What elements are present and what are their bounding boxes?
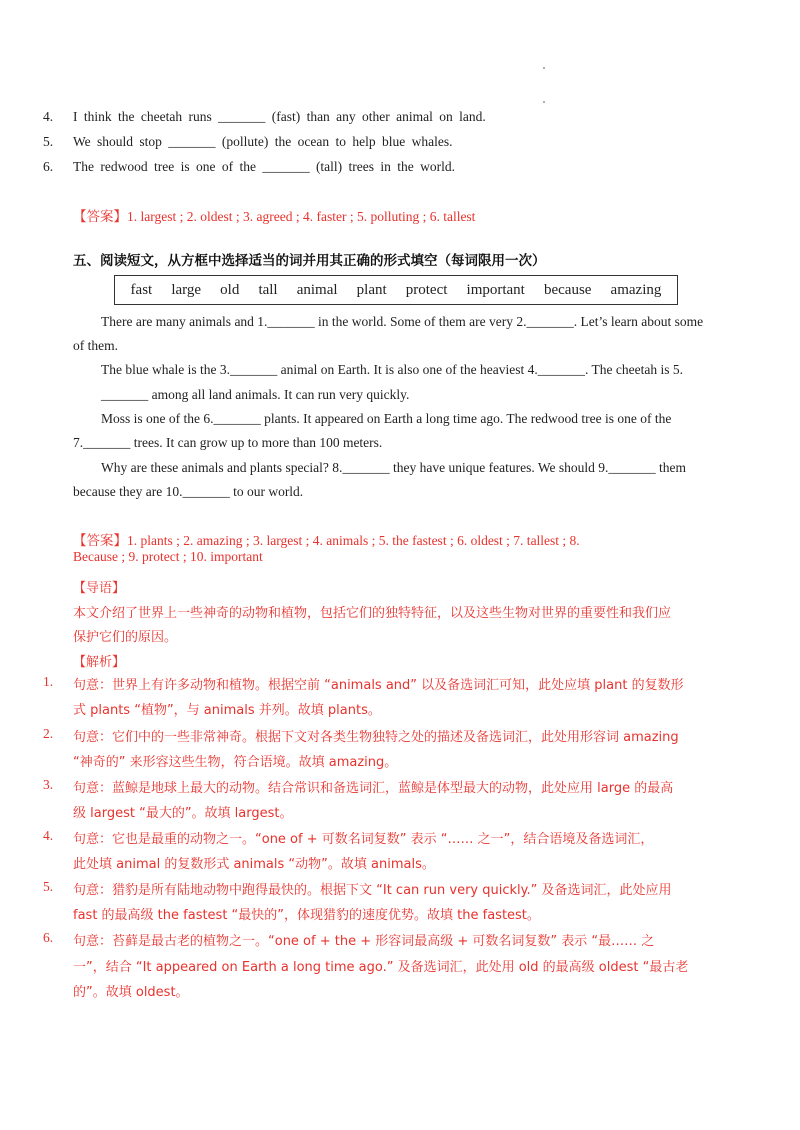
question-text: The redwood tree is one of the _______ (tall) trees in the world. [73,159,456,174]
word-option: fast [130,281,153,298]
passage-line: Why are these animals and plants special? 8._______ they have unique features. We should 9._______ them [101,460,687,475]
passage-line: Moss is one of the 6._______ plants. It appeared on Earth a long time ago. The redwood tree is one of the [101,411,672,426]
answer-key: 【答案】1. plants ; 2. amazing ; 3. largest ; 4. animals ; 5. the fastest ; 6. oldest ; 7. tallest ; 8. [73,533,580,548]
analysis-text: 句意：世界上有许多动物和植物。根据空前 “animals and” 以及备选词汇可知，此处应填 plant 的复数形 [73,678,684,693]
answer-key: 【答案】1. largest ; 2. oldest ; 3. agreed ; 4. faster ; 5. polluting ; 6. tallest [73,209,476,224]
analysis-number: 3. [43,777,54,792]
scan-dot [543,67,545,69]
word-option: plant [356,281,387,298]
question-row [0,134,800,156]
question-text: I think the cheetah runs _______ (fast) than any other animal on land. [73,109,486,124]
section-title: 五、阅读短文，从方框中选择适当的词并用其正确的形式填空（每词限用一次） [73,253,546,269]
answer-key-continued: Because ; 9. protect ; 10. important [73,549,263,564]
word-box [114,275,678,305]
word-option: important [466,281,525,298]
analysis-number: 6. [43,930,54,945]
word-option: protect [405,281,448,298]
passage-line: _______ among all land animals. It can run very quickly. [101,387,410,402]
analysis-text: 句意：它们中的一些非常神奇。根据下文对各类生物独特之处的描述及备选词汇，此处用形容词 amazing [73,730,679,745]
analysis-text: 句意：蓝鲸是地球上最大的动物。结合常识和备选词汇，蓝鲸是体型最大的动物，此处应用 large 的最高 [73,781,674,796]
analysis-number: 1. [43,674,54,689]
analysis-number: 5. [43,879,54,894]
word-option: tall [258,281,278,298]
guide-text: 本文介绍了世界上一些神奇的动物和植物，包括它们的独特特征，以及这些生物对世界的重要性和我们应 [73,606,672,621]
word-option: animal [296,281,338,298]
question-row [0,109,800,131]
question-number: 6. [43,159,54,174]
analysis-text: 的”。故填 oldest。 [73,985,189,1000]
analysis-number: 2. [43,726,54,741]
word-option: large [171,281,202,298]
question-row [0,159,800,181]
analysis-number: 4. [43,828,54,843]
question-text: We should stop _______ (pollute) the ocean to help blue whales. [73,134,453,149]
analysis-text: 句意：猎豹是所有陆地动物中跑得最快的。根据下文 “It can run very quickly.” 及备选词汇，此处应用 [73,883,672,898]
analysis-text: 句意：苔藓是最古老的植物之一。“one of + the + 形容词最高级 + 可数名词复数” 表示 “最…… 之 [73,934,655,949]
word-option: amazing [610,281,662,298]
analysis-text: 级 largest “最大的”。故填 largest。 [73,806,293,821]
analysis-label: 【解析】 [73,655,126,670]
word-option: old [220,281,240,298]
question-number: 4. [43,109,54,124]
guide-label: 【导语】 [73,581,126,596]
passage-line: of them. [73,338,118,353]
passage-line: The blue whale is the 3._______ animal on Earth. It is also one of the heaviest 4._______. The cheetah is 5. [101,362,683,377]
scan-dot [543,101,545,103]
passage-line: 7._______ trees. It can grow up to more than 100 meters. [73,435,383,450]
analysis-text: 一”，结合 “It appeared on Earth a long time ago.” 及备选词汇，此处用 old 的最高级 oldest “最古老 [73,960,689,975]
analysis-text: fast 的最高级 the fastest “最快的”，体现猎豹的速度优势。故填 the fastest。 [73,908,540,923]
analysis-text: “神奇的” 来形容这些生物，符合语境。故填 amazing。 [73,755,398,770]
passage-line: There are many animals and 1._______ in the world. Some of them are very 2._______. Let’s learn about some [101,314,704,329]
question-number: 5. [43,134,54,149]
guide-text: 保护它们的原因。 [73,630,178,645]
analysis-text: 此处填 animal 的复数形式 animals “动物”。故填 animals。 [73,857,435,872]
passage-line: because they are 10._______ to our world. [73,484,304,499]
analysis-text: 句意：它也是最重的动物之一。“one of + 可数名词复数” 表示 “…… 之一”，结合语境及备选词汇， [73,832,654,847]
word-option: because [543,281,592,298]
analysis-text: 式 plants “植物”，与 animals 并列。故填 plants。 [73,703,381,718]
